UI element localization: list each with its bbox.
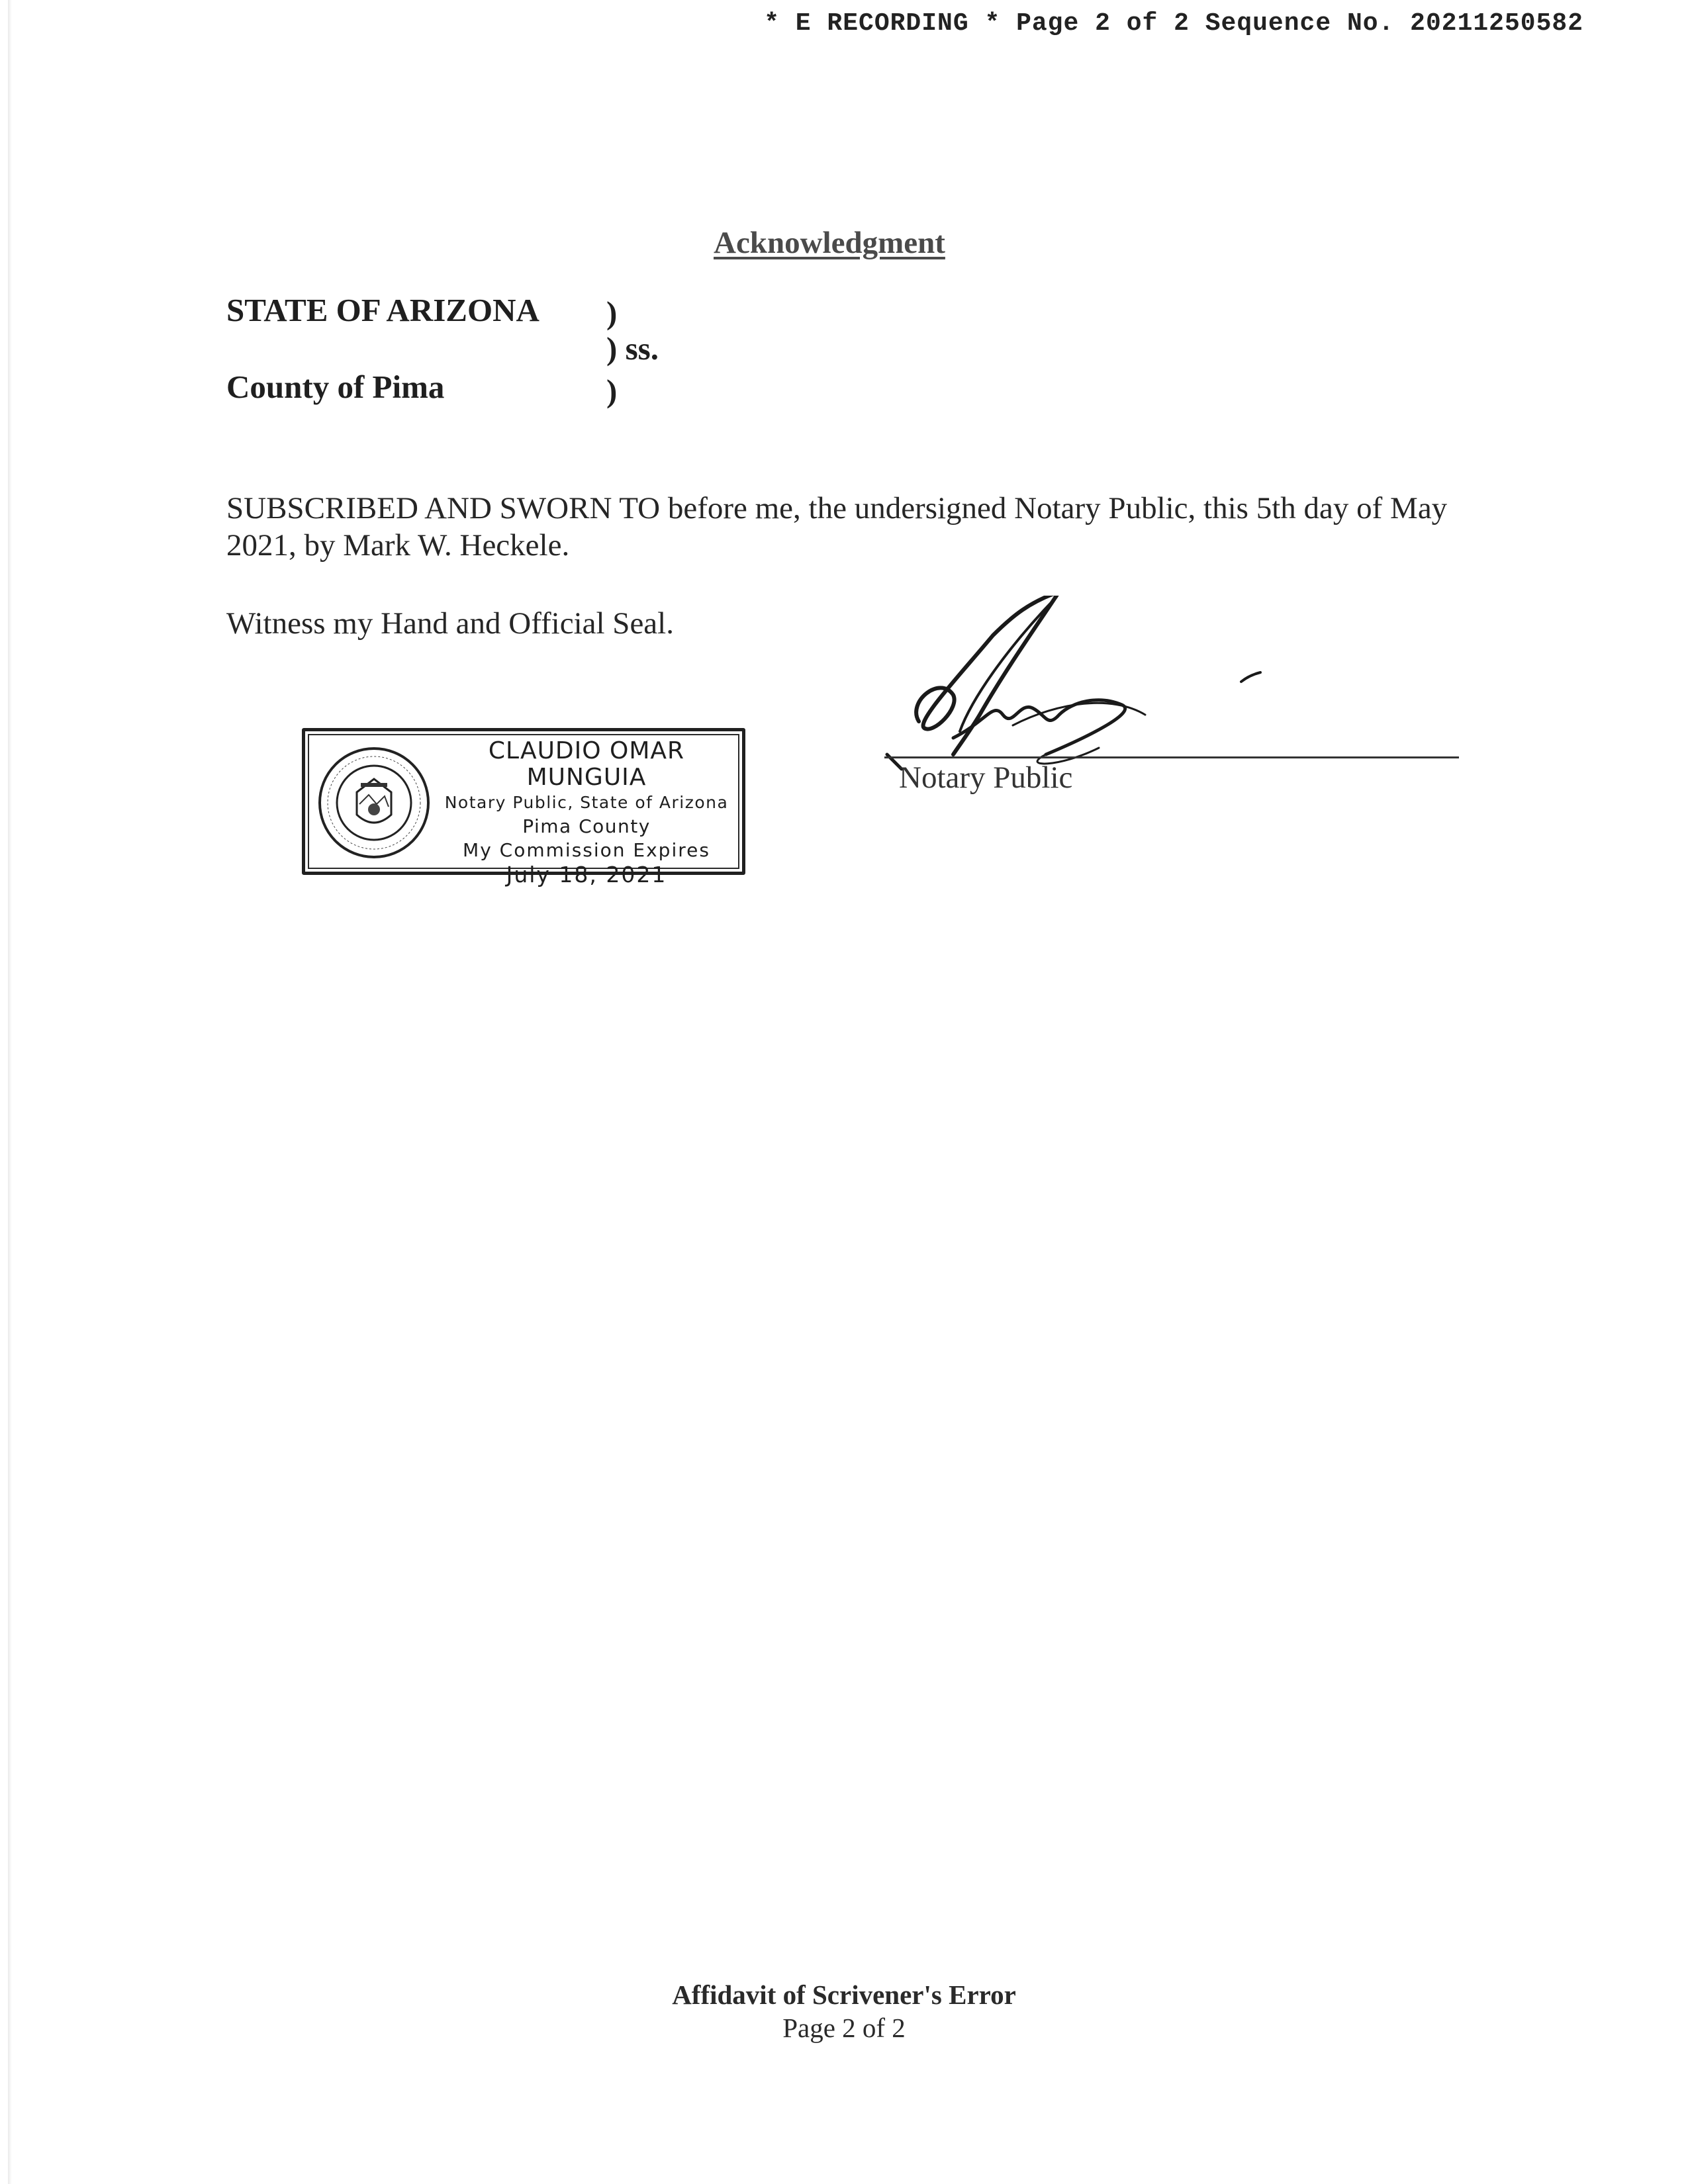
commission-label: My Commission Expires	[463, 839, 710, 861]
jurat-text: SUBSCRIBED AND SWORN TO before me, the undersigned Notary Public, this 5th day of May 2021, by Mark W. Heckele.	[226, 491, 1448, 563]
venue-ss: ) ss.	[606, 330, 659, 367]
notary-county: Pima County	[522, 815, 651, 837]
notary-title: Notary Public, State of Arizona	[444, 793, 729, 812]
footer-page-number: Page 2 of 2	[782, 2013, 906, 2043]
scan-edge	[8, 0, 12, 2184]
recording-header: * E RECORDING * Page 2 of 2 Sequence No. 20211250582	[764, 9, 1583, 38]
acknowledgment-title: Acknowledgment	[714, 226, 945, 260]
notary-name: CLAUDIO OMAR MUNGUIA	[488, 737, 685, 791]
commission-date: July 18, 2021	[506, 862, 667, 887]
notary-stamp	[302, 728, 745, 887]
witness-text: Witness my Hand and Official Seal.	[226, 606, 674, 641]
footer-document-title: Affidavit of Scrivener's Error	[672, 1979, 1016, 2010]
venue-paren-bottom: )	[606, 373, 618, 409]
signature-line	[884, 756, 1459, 758]
notary-stamp-text	[432, 738, 741, 887]
venue-state: STATE OF ARIZONA	[226, 292, 539, 328]
venue-paren-top: )	[606, 295, 618, 331]
signature-label: Notary Public	[899, 760, 1073, 795]
arizona-seal-icon	[317, 746, 431, 860]
venue-county: County of Pima	[226, 369, 445, 405]
